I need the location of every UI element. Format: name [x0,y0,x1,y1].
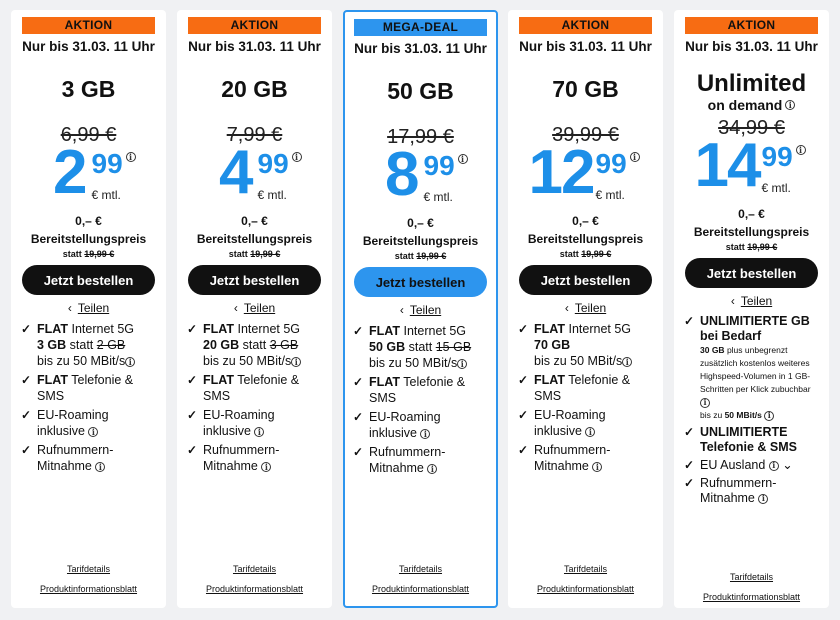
check-icon: ✓ [518,373,529,387]
share-link[interactable] [234,301,275,315]
doc-links [40,564,137,594]
data-volume: Unlimited [696,70,807,97]
info-icon[interactable]: i [458,154,468,164]
tariff-card-3gb [11,10,166,608]
feature-flat: FLAT [203,373,235,387]
feature-mitnahme [518,442,653,474]
tarifdetails-link[interactable]: Tarifdetails [66,564,111,574]
order-button[interactable]: Jetzt bestellen [22,265,155,295]
feature-text: EU-Roaming inklusive [369,410,441,440]
setup-label: Bereitstellungspreis [30,232,147,246]
feature-volume: 70 GB [534,338,571,352]
check-icon: ✓ [187,443,198,457]
feature-flat: FLAT [203,322,235,336]
setup-old-price [560,249,612,259]
feature-flat: FLAT [37,322,69,336]
info-icon[interactable]: i [292,152,302,162]
setup-label: Bereitstellungspreis [362,234,479,248]
feature-text: Rufnummern-Mitnahme [37,443,114,473]
price-decimal: 99 [761,141,793,172]
feature-detail-text: plus unbegrenzt zusätzlich kostenlos weiteres Highspeed-Volumen in 1 GB-Schritten per Klick zubuchbar [700,345,811,394]
setup-old-price [395,251,447,261]
price-integer: 2 [53,138,86,207]
feature-text: EU Ausland [700,458,766,472]
share-link[interactable] [400,303,441,317]
promo-badge: AKTION [188,17,321,34]
check-icon: ✓ [21,443,32,457]
order-button[interactable]: Jetzt bestellen [354,267,487,297]
feature-internet [21,321,156,369]
setup-price: 0,– € [738,207,765,221]
share-link[interactable] [565,301,606,315]
info-icon[interactable]: i [88,427,98,437]
feature-telefonie [518,372,653,404]
promo-badge: MEGA-DEAL [354,19,487,36]
price [200,138,310,207]
statt-prefix: statt [394,251,414,261]
share-label: Teilen [574,301,607,315]
info-icon[interactable]: i [261,462,271,472]
check-icon: ✓ [21,408,32,422]
tarifdetails-link[interactable]: Tarifdetails [232,564,277,574]
feature-flat: FLAT [534,373,566,387]
feature-mitnahme [684,476,819,506]
deadline-text: Nur bis 31.03. 11 Uhr [519,39,652,54]
feature-text: Rufnummern-Mitnahme [369,445,446,475]
setup-price: 0,– € [241,214,268,228]
deadline-text: Nur bis 31.03. 11 Uhr [22,39,155,54]
produktinfo-link[interactable]: Produktinformationsblatt [371,584,470,594]
feature-text: Internet 5G [400,324,467,338]
feature-list [21,321,156,477]
setup-label: Bereitstellungspreis [196,232,313,246]
data-volume: 50 GB [387,78,454,104]
tariff-card-70gb [508,10,663,608]
setup-price: 0,– € [572,214,599,228]
feature-text: Internet 5G [565,322,632,336]
feature-internet [187,321,322,369]
feature-statt: statt [405,340,436,354]
feature-detail-speed: 50 MBit/s [724,410,762,420]
produktinfo-link[interactable]: Produktinformationsblatt [205,584,304,594]
feature-old-volume: 15 GB [435,340,472,354]
feature-volume: 3 GB [37,338,67,352]
deadline-text: Nur bis 31.03. 11 Uhr [685,39,818,54]
feature-speed: bis zu 50 MBit/s [37,354,126,368]
feature-detail-speed-prefix: bis zu [700,410,725,420]
tarifdetails-link[interactable]: Tarifdetails [398,564,443,574]
info-icon[interactable]: i [420,429,430,439]
feature-text: Telefonie & SMS [369,375,466,405]
promo-badge: AKTION [519,17,652,34]
feature-text: EU-Roaming inklusive [37,408,109,438]
feature-title: UNLIMITIERTE GB bei Bedarf [700,314,810,343]
feature-volume: 50 GB [369,340,406,354]
feature-telefonie [21,372,156,404]
statt-old: 19,99 € [416,251,447,261]
feature-text: Rufnummern-Mitnahme [534,443,611,473]
per-month-label: € mtl. [761,181,791,195]
price [526,138,646,207]
feature-list [684,314,819,509]
per-month-label: € mtl. [91,188,121,202]
feature-internet [353,323,488,371]
share-label: Teilen [740,294,773,308]
info-icon[interactable]: i [769,461,779,471]
old-price: 17,99 € [387,126,454,148]
feature-text: EU-Roaming inklusive [203,408,275,438]
produktinfo-link[interactable]: Produktinformationsblatt [536,584,635,594]
chevron-down-icon[interactable]: ⌄ [782,458,793,472]
tarifdetails-link[interactable]: Tarifdetails [563,564,608,574]
old-price: 34,99 € [718,117,785,139]
statt-old: 19,99 € [747,242,778,252]
setup-price: 0,– € [75,214,102,228]
old-price: 6,99 € [60,124,117,146]
info-icon[interactable]: i [758,494,768,504]
promo-badge: AKTION [22,17,155,34]
setup-price: 0,– € [407,216,434,230]
share-label: Teilen [409,303,442,317]
info-icon[interactable]: i [630,152,640,162]
setup-old-price [726,242,778,252]
price-integer: 4 [219,138,252,207]
feature-mitnahme [21,442,156,474]
tariff-card-20gb [177,10,332,608]
feature-statt: statt [239,338,270,352]
feature-flat: FLAT [534,322,566,336]
produktinfo-link[interactable]: Produktinformationsblatt [702,592,801,602]
check-icon: ✓ [518,408,529,422]
info-icon[interactable]: i [126,152,136,162]
feature-text: Rufnummern-Mitnahme [203,443,280,473]
on-demand-label [708,97,796,113]
price-decimal: 99 [423,150,455,181]
check-icon: ✓ [684,314,695,328]
doc-links [372,564,469,594]
tarifdetails-link[interactable]: Tarifdetails [729,572,774,582]
check-icon: ✓ [187,408,198,422]
info-icon[interactable]: i [457,359,467,369]
statt-old: 19,99 € [84,249,115,259]
feature-mitnahme [353,444,488,476]
price [692,131,812,200]
order-button[interactable]: Jetzt bestellen [519,265,652,295]
price-decimal: 99 [595,148,627,179]
info-icon[interactable]: i [427,464,437,474]
feature-internet [518,321,653,369]
share-label: Teilen [77,301,110,315]
on-demand-text: on demand [707,97,783,113]
check-icon: ✓ [518,322,529,336]
setup-label: Bereitstellungspreis [693,225,810,239]
per-month-label: € mtl. [423,190,453,204]
feature-text: EU-Roaming inklusive [534,408,606,438]
feature-telefonie [187,372,322,404]
order-button[interactable]: Jetzt bestellen [685,258,818,288]
share-icon: ‹ [233,301,238,315]
info-icon[interactable]: i [785,100,795,110]
feature-eu-ausland [684,458,819,473]
check-icon: ✓ [21,373,32,387]
old-price: 7,99 € [226,124,283,146]
statt-prefix: statt [62,249,82,259]
feature-roaming [21,407,156,439]
per-month-label: € mtl. [257,188,287,202]
data-volume: 20 GB [221,76,288,102]
old-price: 39,99 € [552,124,619,146]
feature-text: Telefonie & SMS [203,373,300,403]
info-icon[interactable]: i [764,411,774,421]
check-icon: ✓ [353,445,364,459]
feature-text: Telefonie & SMS [534,373,631,403]
check-icon: ✓ [187,373,198,387]
share-link[interactable] [68,301,109,315]
feature-telefonie [353,374,488,406]
feature-old-volume: 3 GB [269,338,299,352]
order-button[interactable]: Jetzt bestellen [188,265,321,295]
statt-prefix: statt [228,249,248,259]
data-volume: 3 GB [61,76,116,102]
check-icon: ✓ [353,324,364,338]
feature-roaming [353,409,488,441]
feature-detail-volume: 30 GB [700,345,725,355]
share-label: Teilen [243,301,276,315]
price [34,138,144,207]
feature-speed: bis zu 50 MBit/s [369,356,458,370]
check-icon: ✓ [684,425,695,439]
check-icon: ✓ [353,375,364,389]
feature-roaming [518,407,653,439]
feature-text: Internet 5G [68,322,135,336]
share-link[interactable] [731,294,772,308]
feature-telefonie [684,425,819,455]
info-icon[interactable]: i [95,462,105,472]
feature-volume: 20 GB [203,338,240,352]
doc-links [703,572,800,602]
check-icon: ✓ [353,410,364,424]
info-icon[interactable]: i [622,357,632,367]
share-icon: ‹ [399,303,404,317]
feature-list [353,323,488,479]
statt-prefix: statt [725,242,745,252]
feature-list [518,321,653,477]
deadline-text: Nur bis 31.03. 11 Uhr [188,39,321,54]
feature-speed: bis zu 50 MBit/s [534,354,623,368]
setup-old-price [63,249,115,259]
price-decimal: 99 [91,148,123,179]
feature-detail [700,344,819,422]
feature-text: Telefonie & SMS [37,373,134,403]
feature-flat: FLAT [369,324,401,338]
price-decimal: 99 [257,148,289,179]
info-icon[interactable]: i [125,357,135,367]
share-icon: ‹ [67,301,72,315]
share-icon: ‹ [730,294,735,308]
setup-old-price [229,249,281,259]
check-icon: ✓ [21,322,32,336]
check-icon: ✓ [518,443,529,457]
per-month-label: € mtl. [595,188,625,202]
feature-text: Rufnummern-Mitnahme [700,476,777,505]
feature-old-volume: 2 GB [96,338,126,352]
info-icon[interactable]: i [592,462,602,472]
statt-old: 19,99 € [581,249,612,259]
feature-flat: FLAT [37,373,69,387]
feature-text: UNLIMITIERTE Telefonie & SMS [700,425,798,454]
info-icon[interactable]: i [254,427,264,437]
feature-unlimited-gb [684,314,819,422]
info-icon[interactable]: i [700,398,710,408]
feature-text: Internet 5G [234,322,301,336]
feature-statt: statt [66,338,97,352]
price [366,140,476,209]
feature-mitnahme [187,442,322,474]
info-icon[interactable]: i [291,357,301,367]
feature-speed: bis zu 50 MBit/s [203,354,292,368]
setup-label: Bereitstellungspreis [527,232,644,246]
check-icon: ✓ [684,458,695,472]
feature-roaming [187,407,322,439]
doc-links [206,564,303,594]
share-icon: ‹ [564,301,569,315]
doc-links [537,564,634,594]
check-icon: ✓ [684,476,695,490]
deadline-text: Nur bis 31.03. 11 Uhr [354,41,487,56]
feature-list [187,321,322,477]
tariff-card-50gb [343,10,498,608]
info-icon[interactable]: i [585,427,595,437]
price-integer: 8 [385,140,418,209]
price-integer: 12 [528,138,594,207]
statt-prefix: statt [559,249,579,259]
data-volume: 70 GB [552,76,619,102]
feature-flat: FLAT [369,375,401,389]
statt-old: 19,99 € [250,249,281,259]
promo-badge: AKTION [685,17,818,34]
info-icon[interactable]: i [796,145,806,155]
tariff-card-unlimited [674,10,829,608]
produktinfo-link[interactable]: Produktinformationsblatt [39,584,138,594]
price-integer: 14 [694,131,760,200]
check-icon: ✓ [187,322,198,336]
